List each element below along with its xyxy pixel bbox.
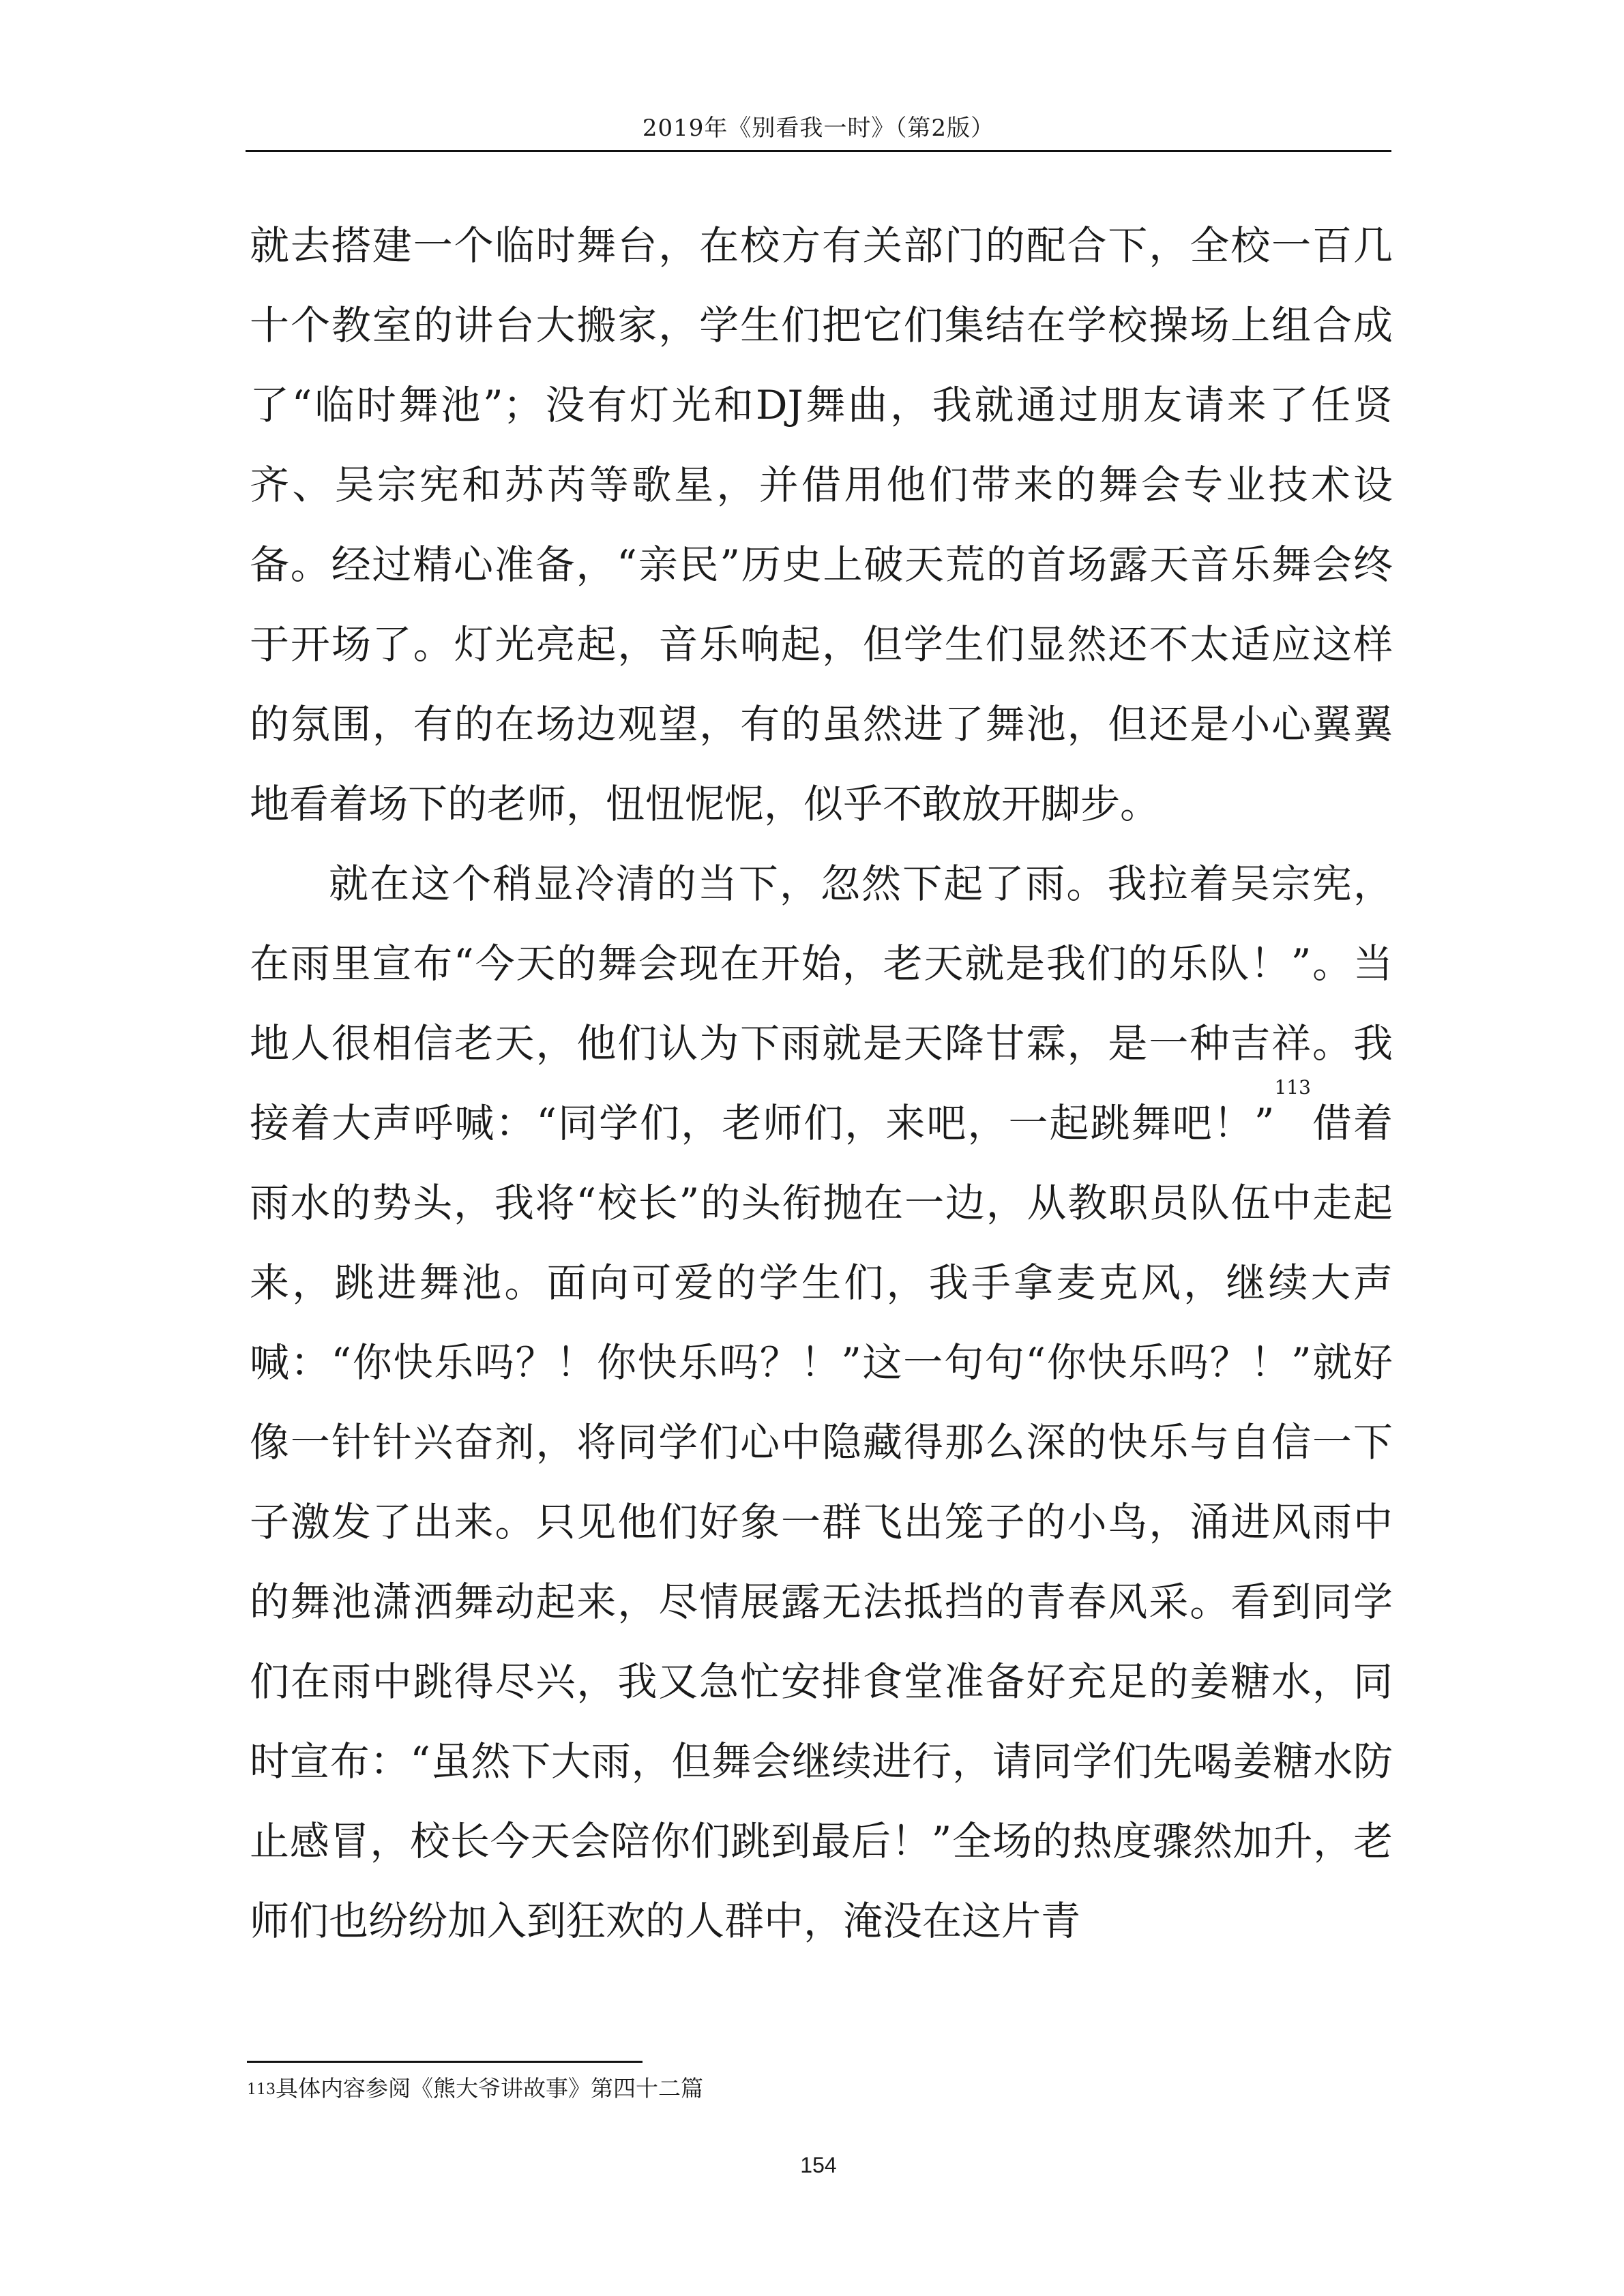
paragraph-1: 就去搭建一个临时舞台，在校方有关部门的配合下，全校一百几十个教室的讲台大搬家，学生们把它们集结在学校操场上组合成了“临时舞池”；没有灯光和DJ舞曲，我就通过朋友请来了任贤齐、吴宗宪和苏芮等歌星，并借用他们带来的舞会专业技术设备。经过精心准备，“亲民”历史上破天荒的首场露天音乐舞会终于开场了。灯光亮起，音乐响起，但学生们显然还不太适应这样的氛围，有的在场边观望，有的虽然进了舞池，但还是小心翼翼地看着场下的老师，忸忸怩怩，似乎不敢放开脚步。	[250, 222, 1393, 827]
footnote-divider	[247, 2061, 643, 2063]
header-divider	[246, 150, 1391, 152]
footnote	[247, 2070, 1393, 2107]
footnote-number: 113	[247, 2081, 276, 2098]
body-text	[250, 206, 1393, 1961]
footnote-reference[interactable]: 113	[1274, 1076, 1311, 1099]
paragraph-2-part-2: 借着雨水的势头，我将“校长”的头衔抛在一边，从教职员队伍中走起来，跳进舞池。面向可爱的学生们，我手拿麦克风，继续大声喊：“你快乐吗？！你快乐吗？！”这一句句“你快乐吗？！”就好像一针针兴奋剂，将同学们心中隐藏得那么深的快乐与自信一下子激发了出来。只见他们好象一群飞出笼子的小鸟，涌进风雨中的舞池潇洒舞动起来，尽情展露无法抵挡的青春风采。看到同学们在雨中跳得尽兴，我又急忙安排食堂准备好充足的姜糖水，同时宣布：“虽然下大雨，但舞会继续进行，请同学们先喝姜糖水防止感冒，校长今天会陪你们跳到最后！”全场的热度骤然加升，老师们也纷纷加入到狂欢的人群中，淹没在这片青	[250, 1100, 1393, 1944]
paragraph-2	[250, 844, 1393, 1961]
running-header: 2019年《别看我一时》（第2版）	[642, 115, 995, 142]
paragraph-2-part-1: 就在这个稍显冷清的当下，忽然下起了雨。我拉着吴宗宪，在雨里宣布“今天的舞会现在开始，老天就是我们的乐队！”。当地人很相信老天，他们认为下雨就是天降甘霖，是一种吉祥。我接着大声呼喊：“同学们，老师们，来吧，一起跳舞吧！”	[250, 861, 1393, 1146]
footnote-text: 具体内容参阅《熊大爷讲故事》第四十二篇	[276, 2075, 703, 2102]
page-number: 154	[800, 2153, 837, 2177]
